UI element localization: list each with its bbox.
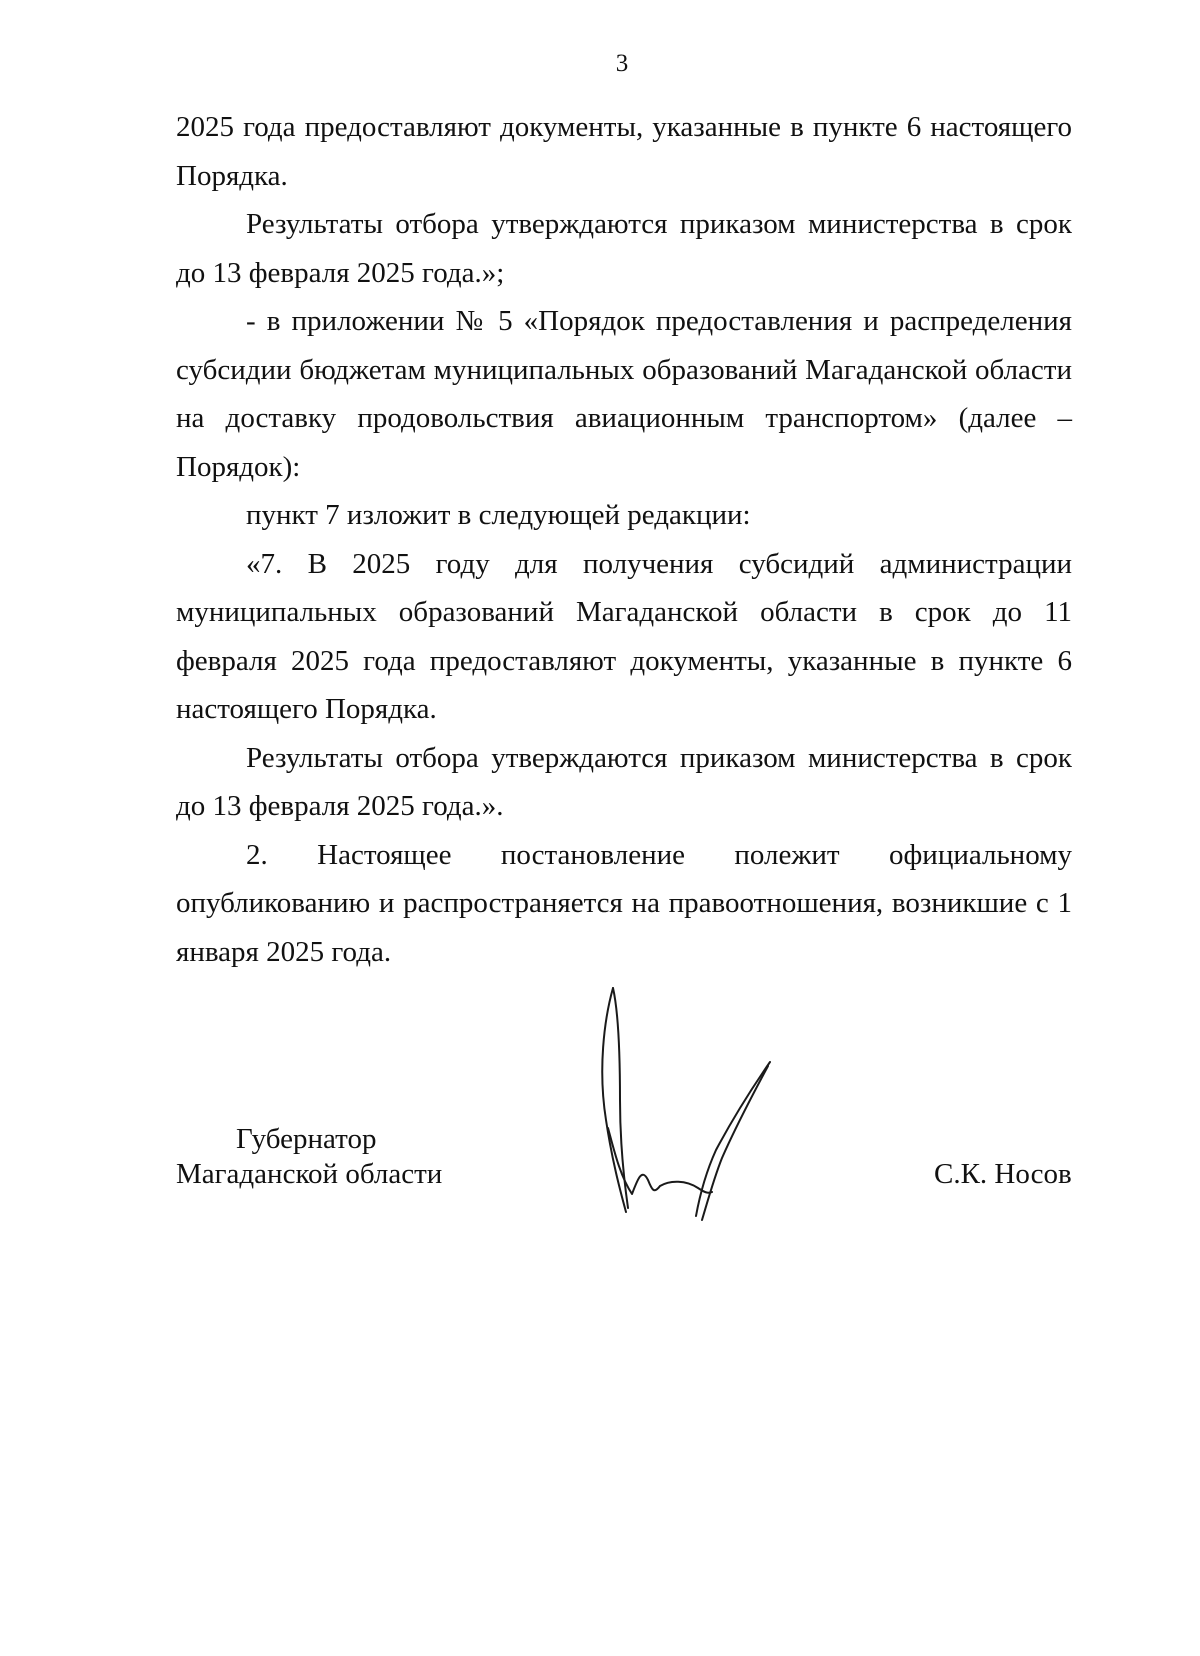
signatory-name: С.К. Носов [934,1158,1072,1190]
paragraph-6: Результаты отбора утверждаются приказом министерства в срок до 13 февраля 2025 года.». [176,741,1072,822]
document-body [176,103,1072,976]
signatory-title-line1: Губернатор [236,1123,377,1155]
paragraph-2: Результаты отбора утверждаются приказом министерства в срок до 13 февраля 2025 года.»; [176,208,1072,289]
handwritten-signature [590,980,820,1230]
paragraph-5: «7. В 2025 году для получения субсидий администрации муниципальных образований Магаданской области в срок до 11 февраля 2025 года предоставляют документы, указанные в пункте 6 настоящего Порядка. [176,547,1072,725]
paragraph-7: 2. Настоящее постановление полежит официальному опубликованию и распространяется на правоотношения, возникшие с 1 января 2025 года. [176,838,1072,968]
signatory-title-line2: Магаданской области [176,1158,443,1190]
page-number: 3 [615,50,629,77]
paragraph-3: - в приложении № 5 «Порядок предоставления и распределения субсидии бюджетам муниципальных образований Магаданской области на доставку продовольствия авиационным транспортом» (далее – Порядок): [176,305,1072,483]
paragraph-4: пункт 7 изложит в следующей редакции: [246,499,751,531]
paragraph-1: 2025 года предоставляют документы, указанные в пункте 6 настоящего Порядка. [176,111,1072,192]
